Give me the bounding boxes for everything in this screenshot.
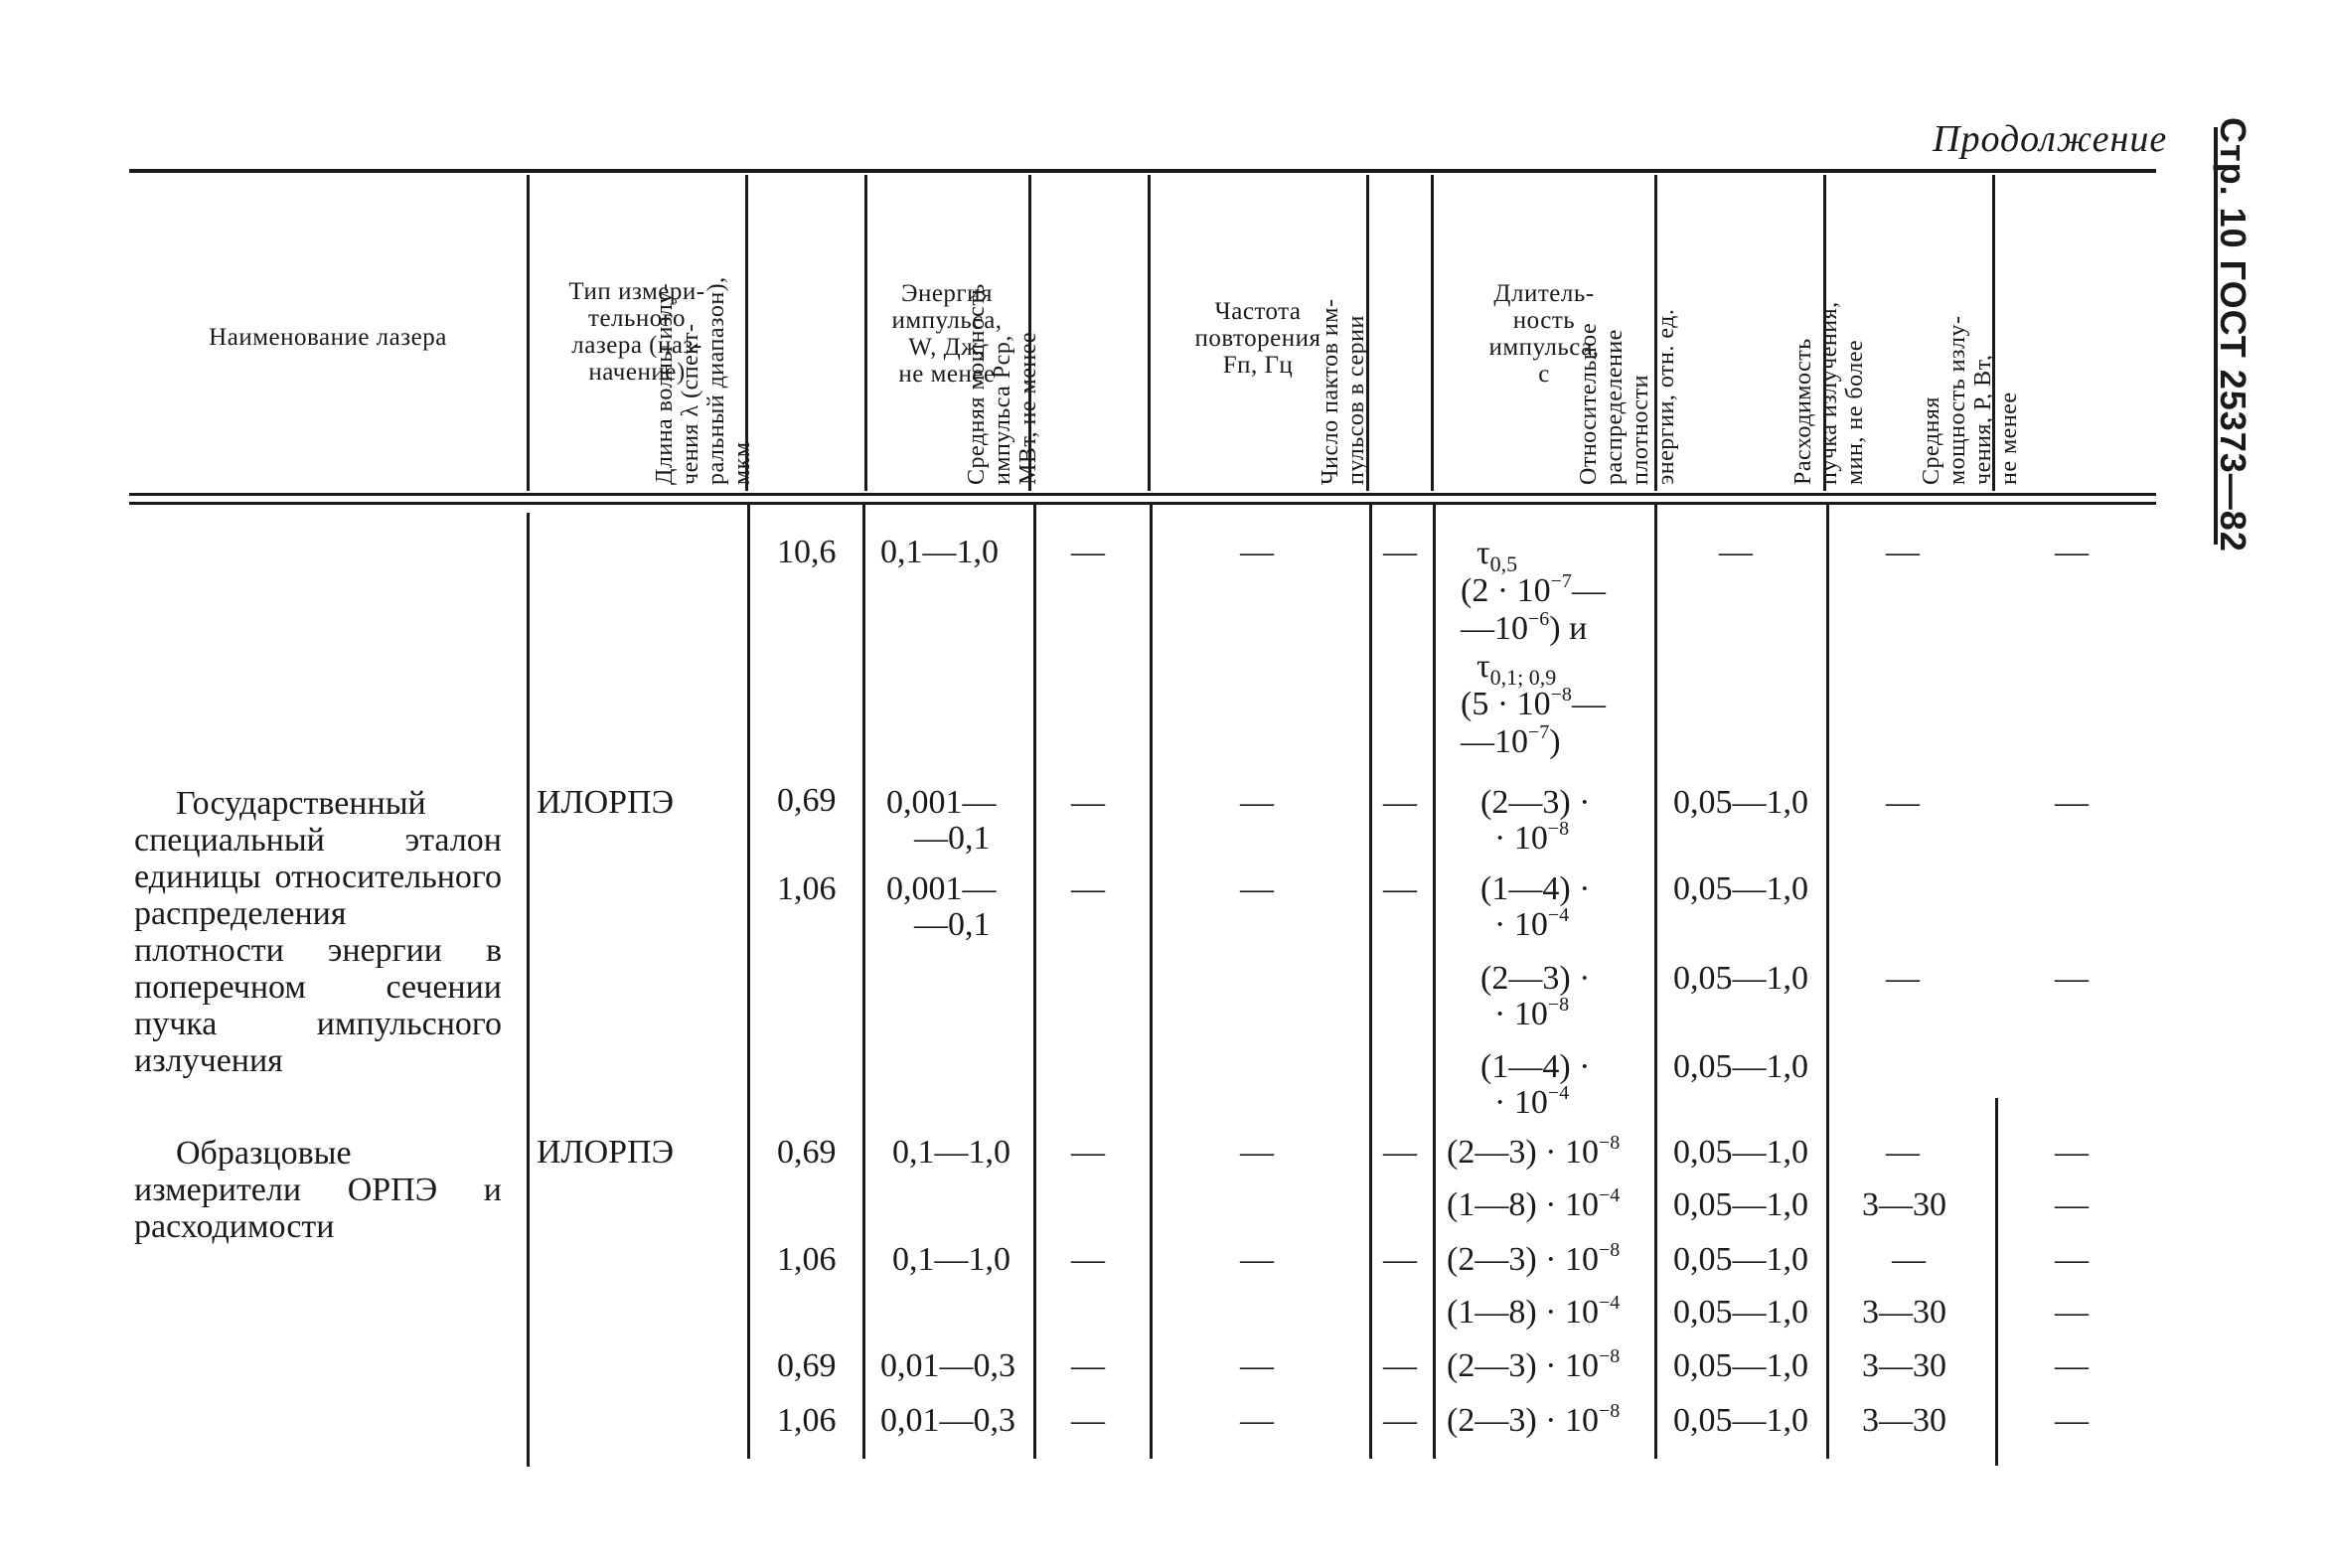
- r10-packets: —: [1383, 1402, 1417, 1439]
- r8-rel: 0,05—1,0: [1673, 1294, 1808, 1331]
- r5-packets: —: [1383, 1134, 1417, 1171]
- r10-energy: 0,01—0,3: [880, 1402, 1015, 1439]
- r0-tau2: $\tau_{0,1; 0,9}$: [1476, 648, 1557, 690]
- body-col-line-2: [747, 505, 750, 1459]
- r7-rel: 0,05—1,0: [1673, 1241, 1808, 1278]
- r1-energy: 0,001— —0,1: [886, 784, 997, 857]
- body-col-line-10: [1995, 1098, 1998, 1466]
- name-samples: Образцовые измерители ОРПЭ и расходимости: [134, 1135, 502, 1245]
- r4-duration: (1—4) · · $10^{-4}$: [1480, 1048, 1591, 1121]
- table-top-rule: [129, 169, 2156, 173]
- r9-duration: (2—3) · $10^{-8}$: [1447, 1345, 1621, 1384]
- header-bottom-rule-2: [129, 502, 2156, 505]
- r0-dur-line2: $—10^{-6}$) и: [1461, 608, 1588, 647]
- page-id-rule: [2214, 127, 2218, 545]
- header-duration: Длитель- ность импульса, с: [1488, 280, 1600, 388]
- r5-duration: (2—3) · $10^{-8}$: [1447, 1132, 1621, 1171]
- r0-divergence: —: [1886, 534, 1920, 570]
- r0-energy: 0,1—1,0: [880, 534, 999, 570]
- r8-duration: (1—8) · $10^{-4}$: [1447, 1292, 1621, 1331]
- r7-wavelength: 1,06: [777, 1241, 837, 1278]
- hdr-col-line-1: [527, 175, 530, 491]
- r0-tau1: $\tau_{0,5}$: [1476, 535, 1518, 576]
- r10-duration: (2—3) · $10^{-8}$: [1447, 1400, 1621, 1439]
- r7-frequency: —: [1240, 1241, 1274, 1278]
- header-name: Наименование лазера: [209, 324, 447, 351]
- r10-divergence: 3—30: [1862, 1402, 1946, 1439]
- r5-frequency: —: [1240, 1134, 1274, 1171]
- r1-wavelength: 0,69: [777, 782, 837, 819]
- r6-rel: 0,05—1,0: [1673, 1186, 1808, 1223]
- r0-packets: —: [1383, 534, 1417, 570]
- r2-rel: 0,05—1,0: [1673, 870, 1808, 907]
- body-col-line-9: [1826, 505, 1829, 1459]
- header-type: Тип измери- тельного лазера (наз- начение): [568, 278, 705, 386]
- r8-avg-power: —: [2055, 1294, 2089, 1331]
- r0-dur-line1: ($2 \cdot 10^{-7}—$: [1461, 570, 1606, 609]
- r3-duration: (2—3) · · $10^{-8}$: [1480, 960, 1591, 1032]
- r9-divergence: 3—30: [1862, 1347, 1946, 1384]
- body-col-line-8: [1654, 505, 1657, 1459]
- r8-divergence: 3—30: [1862, 1294, 1946, 1331]
- r7-avg-power: —: [2055, 1241, 2089, 1278]
- r1-divergence: —: [1886, 784, 1920, 821]
- r7-avg-power-pulse: —: [1071, 1241, 1105, 1278]
- r10-avg-power-pulse: —: [1071, 1402, 1105, 1439]
- r1-packets: —: [1383, 784, 1417, 821]
- body-col-line-1: [527, 513, 530, 1467]
- r5-energy: 0,1—1,0: [892, 1134, 1010, 1171]
- type-state-standard: ИЛОРПЭ: [537, 784, 675, 821]
- r2-duration: (1—4) · · $10^{-4}$: [1480, 870, 1591, 943]
- r5-avg-power: —: [2055, 1134, 2089, 1171]
- r9-avg-power: —: [2055, 1347, 2089, 1384]
- body-col-line-4: [1033, 505, 1036, 1459]
- r2-energy: 0,001— —0,1: [886, 870, 997, 943]
- r6-divergence: 3—30: [1862, 1186, 1946, 1223]
- hdr-col-line-7: [1431, 175, 1434, 491]
- body-col-line-3: [862, 505, 865, 1459]
- hdr-col-line-5: [1148, 175, 1151, 491]
- r2-frequency: —: [1240, 870, 1274, 907]
- r0-avg-power: —: [2055, 534, 2089, 570]
- r7-divergence: —: [1892, 1241, 1926, 1278]
- r9-frequency: —: [1240, 1347, 1274, 1384]
- r7-packets: —: [1383, 1241, 1417, 1278]
- header-energy: Энергия импульса, W, Дж, не менее: [891, 280, 1003, 388]
- header-bottom-rule-1: [129, 493, 2156, 496]
- r1-rel: 0,05—1,0: [1673, 784, 1808, 821]
- r7-duration: (2—3) · $10^{-8}$: [1447, 1239, 1621, 1278]
- r5-avg-power-pulse: —: [1071, 1134, 1105, 1171]
- r5-divergence: —: [1886, 1134, 1920, 1171]
- r6-avg-power: —: [2055, 1186, 2089, 1223]
- r5-rel: 0,05—1,0: [1673, 1134, 1808, 1171]
- body-col-line-6: [1369, 505, 1372, 1459]
- r0-dur-line4: $—10^{-7}$): [1461, 721, 1561, 760]
- type-samples: ИЛОРПЭ: [537, 1134, 675, 1171]
- r10-wavelength: 1,06: [777, 1402, 837, 1439]
- r4-rel: 0,05—1,0: [1673, 1048, 1808, 1085]
- r1-avg-power-pulse: —: [1071, 784, 1105, 821]
- r0-duration: [1461, 535, 1639, 761]
- header-frequency: Частота повторения Fп, Гц: [1194, 298, 1321, 379]
- continuation-label: Продолжение: [1933, 118, 2168, 160]
- r3-divergence: —: [1886, 960, 1920, 997]
- r9-energy: 0,01—0,3: [880, 1347, 1015, 1384]
- r0-dur-line3: ($5 \cdot 10^{-8}—$: [1461, 684, 1606, 722]
- r0-avg-power-pulse: —: [1071, 534, 1105, 570]
- r1-duration: (2—3) · · $10^{-8}$: [1480, 784, 1591, 857]
- r10-avg-power: —: [2055, 1402, 2089, 1439]
- r5-wavelength: 0,69: [777, 1134, 837, 1171]
- r9-avg-power-pulse: —: [1071, 1347, 1105, 1384]
- r2-wavelength: 1,06: [777, 870, 837, 907]
- r0-rel: —: [1719, 534, 1753, 570]
- r9-rel: 0,05—1,0: [1673, 1347, 1808, 1384]
- r2-avg-power-pulse: —: [1071, 870, 1105, 907]
- r3-rel: 0,05—1,0: [1673, 960, 1808, 997]
- r6-duration: (1—8) · $10^{-4}$: [1447, 1184, 1621, 1223]
- r0-wavelength: 10,6: [777, 534, 837, 570]
- r9-packets: —: [1383, 1347, 1417, 1384]
- r3-avg-power: —: [2055, 960, 2089, 997]
- r9-wavelength: 0,69: [777, 1347, 837, 1384]
- r1-frequency: —: [1240, 784, 1274, 821]
- r0-frequency: —: [1240, 534, 1274, 570]
- body-col-line-7: [1433, 505, 1436, 1459]
- page-identifier-text: Стр. 10 ГОСТ 25373—82: [2213, 117, 2253, 552]
- r1-avg-power: —: [2055, 784, 2089, 821]
- name-state-standard: Государственный специальный эталон единицы относительного распределения плотности энергии в поперечном сечении пучка импульсного излучения: [134, 785, 502, 1079]
- r10-frequency: —: [1240, 1402, 1274, 1439]
- r7-energy: 0,1—1,0: [892, 1241, 1010, 1278]
- body-col-line-5: [1150, 505, 1153, 1459]
- r10-rel: 0,05—1,0: [1673, 1402, 1808, 1439]
- r2-packets: —: [1383, 870, 1417, 907]
